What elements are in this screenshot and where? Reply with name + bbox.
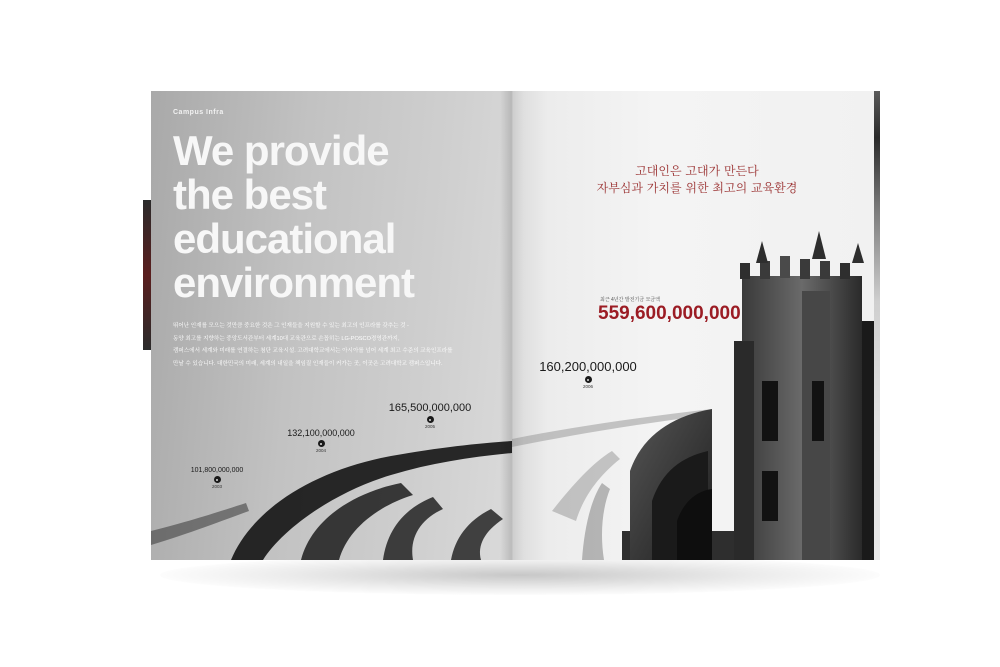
stat-2004 [285,428,357,453]
underlying-page-edge-right [874,91,880,560]
stat-year: 2004 [315,448,326,453]
fund-total: 559,600,000,000 [598,303,741,324]
stat-value: 132,100,000,000 [287,428,355,438]
body-line-2: 동양 최고를 지향하는 중앙도서관부터 세계10대 교육관으로 손꼽히는 LG-POSCO경영관까지, [173,335,400,342]
headline-line-1: We provide [173,127,389,174]
stat-marker-icon [318,440,325,447]
stat-value: 101,800,000,000 [190,467,244,474]
stat-2005 [381,402,479,429]
stat-value: 165,500,000,000 [388,402,472,414]
headline-line-3: educational [173,215,396,262]
korean-heading-line-2: 자부심과 가치를 위한 최고의 교육환경 [596,181,798,195]
body-line-3: 캠퍼스에서 세계와 미래를 연결하는 첨단 교육시설. 고려대학교에서는 아시아를 넘어 세계 최고 수준의 교육인프라를 [173,348,453,354]
headline-line-4: environment [173,259,415,306]
left-page [151,91,512,560]
stat-year: 2005 [424,424,435,429]
stat-2003 [187,467,247,489]
section-label: Campus Infra [173,109,224,116]
stat-year: 2003 [211,484,222,489]
campus-building-photo [512,91,874,560]
stat-year: 2006 [582,384,593,389]
right-page [512,91,874,560]
korean-heading-line-1: 고대인은 고대가 만든다 [635,164,759,178]
stat-marker-icon [427,416,434,423]
body-line-4: 만날 수 있습니다. 대한민국의 미래, 세계의 내일을 책임질 인재들이 커가는 곳, 이곳은 고려대학교 캠퍼스입니다. [173,360,443,367]
body-line-1: 뛰어난 인재를 모으는 것만큼 중요한 것은 그 인재들을 지원할 수 있는 최고의 인프라를 갖추는 것 - [173,323,409,329]
book-shadow [160,555,880,595]
fund-caption: 최근 4년간 발전기금 모금액 [600,297,661,303]
stat-value: 160,200,000,000 [539,359,637,374]
stat-marker-icon [214,476,221,483]
headline-line-2: the best [173,171,327,218]
brush-stroke-left [151,91,512,560]
